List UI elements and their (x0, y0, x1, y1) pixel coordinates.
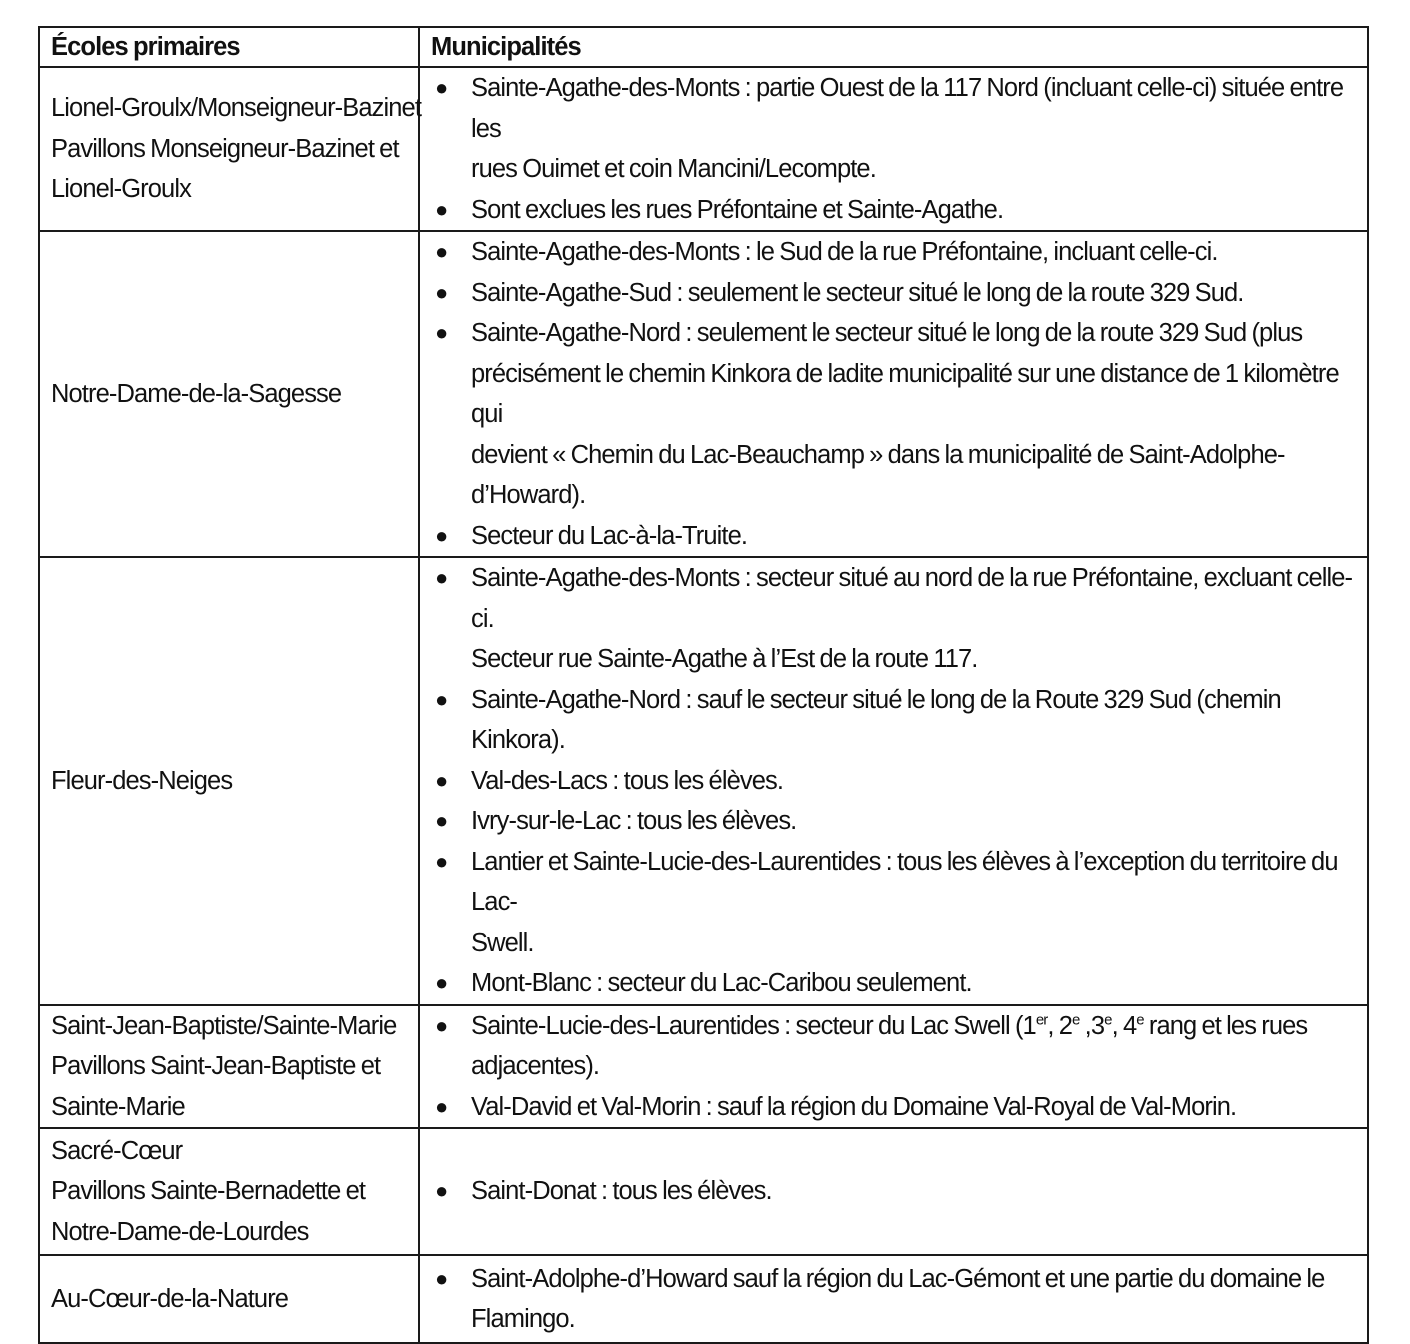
bullet-icon: ● (435, 686, 448, 712)
list-item (431, 963, 1367, 1004)
school-cell (39, 67, 422, 231)
list-item-text: Sont exclues les rues Préfontaine et Sainte-Agathe. (471, 195, 1004, 224)
bullet-icon: ● (435, 196, 448, 222)
school-name-line: Fleur-des-Neiges (51, 766, 233, 795)
municipality-list (431, 558, 1367, 1004)
list-item (431, 190, 1367, 231)
municipalities-cell (419, 1005, 1368, 1129)
list-item-text: Mont-Blanc : secteur du Lac-Caribou seulement. (471, 969, 972, 997)
bullet-icon: ● (435, 320, 448, 345)
school-cell (39, 1128, 419, 1255)
list-item-text: Val-David et Val-Morin : sauf la région du Domaine Val-Royal de Val-Morin. (471, 1092, 1237, 1121)
bullet-icon: ● (435, 808, 448, 833)
superscript: e (1136, 1011, 1144, 1028)
list-item-text: Sainte-Agathe-Nord : sauf le secteur situé le long de la Route 329 Sud (chemin Kinkora). (471, 685, 1281, 754)
school-cell (39, 1005, 419, 1129)
school-name-line: Saint-Jean-Baptiste/Sainte-Marie (51, 1011, 397, 1040)
school-name-line: Pavillons Saint-Jean-Baptiste et (51, 1052, 381, 1080)
list-item (431, 1087, 1367, 1128)
bullet-icon: ● (435, 970, 448, 995)
bullet-icon: ● (435, 1093, 448, 1119)
list-item (431, 516, 1367, 557)
school-cell (39, 557, 419, 1005)
list-item (431, 1259, 1367, 1340)
school-name-line: Au-Cœur-de-la-Nature (51, 1284, 289, 1313)
school-name-line: Pavillons Sainte-Bernadette et (51, 1177, 366, 1206)
table-row (39, 67, 1368, 231)
text-run: rang et les rues (1143, 1011, 1308, 1040)
header-schools: Écoles primaires (39, 27, 419, 67)
text-run: Sainte-Lucie-des-Laurentides : secteur du Lac Swell (1 (471, 1011, 1036, 1040)
list-item-text (471, 1006, 1353, 1047)
list-item (431, 761, 1367, 802)
text-run: , 4 (1111, 1011, 1137, 1040)
bullet-icon: ● (435, 1012, 448, 1038)
school-name-line: Sacré-Cœur (51, 1136, 183, 1165)
bullet-icon: ● (435, 565, 448, 590)
bullet-icon: ● (435, 279, 448, 305)
table-row (39, 1128, 1368, 1255)
school-name-line: Pavillons Monseigneur-Bazinet et (51, 134, 399, 163)
text-run: ,3 (1079, 1011, 1105, 1040)
school-cell (39, 231, 419, 557)
list-item-text: rues Ouimet et coin Mancini/Lecompte. (471, 155, 876, 183)
list-item-text: Ivry-sur-le-Lac : tous les élèves. (471, 807, 797, 835)
table-row (39, 231, 1368, 557)
header-municipalities: Municipalités (419, 27, 1368, 67)
bullet-icon: ● (435, 848, 448, 874)
list-item-text: devient « Chemin du Lac-Beauchamp » dans la municipalité de Saint-Adolphe-d’Howard). (471, 440, 1285, 509)
municipality-list (431, 1171, 1367, 1212)
schools-table (38, 26, 1369, 1344)
municipalities-cell (419, 67, 1368, 231)
bullet-icon: ● (435, 1178, 448, 1204)
list-item-text: Lantier et Sainte-Lucie-des-Laurentides : tous les élèves à l’exception du territoire du Lac- (471, 847, 1338, 916)
table-row (39, 1255, 1368, 1343)
list-item-text: adjacentes). (471, 1052, 600, 1080)
list-item-text: Secteur du Lac-à-la-Truite. (471, 521, 748, 550)
list-item-text: Sainte-Agathe-des-Monts : le Sud de la rue Préfontaine, incluant celle-ci. (471, 238, 1218, 266)
list-item-text: Flamingo. (471, 1305, 575, 1333)
list-item-text: Swell. (471, 928, 534, 957)
list-item (431, 313, 1367, 516)
list-item (431, 801, 1367, 842)
list-item (431, 1171, 1367, 1212)
bullet-icon: ● (435, 1265, 448, 1291)
table-row (39, 1005, 1368, 1129)
municipality-list (431, 68, 1367, 230)
school-name-line: Lionel-Groulx (51, 175, 191, 204)
text-run: , 2 (1047, 1011, 1073, 1040)
superscript: er (1035, 1011, 1048, 1028)
school-name-line: Sainte-Marie (51, 1092, 185, 1121)
list-item (431, 842, 1367, 964)
list-item-text: Val-des-Lacs : tous les élèves. (471, 766, 784, 795)
municipality-list (431, 1006, 1367, 1128)
school-name-line: Notre-Dame-de-la-Sagesse (51, 379, 342, 408)
municipalities-cell (419, 1255, 1368, 1343)
school-name-line: Lionel-Groulx/Monseigneur-Bazinet (51, 94, 422, 123)
list-item (431, 680, 1367, 761)
table-row (39, 557, 1368, 1005)
superscript: e (1072, 1011, 1080, 1028)
header-row (39, 27, 1368, 67)
list-item (431, 1006, 1367, 1087)
list-item-text: Saint-Donat : tous les élèves. (471, 1177, 772, 1206)
list-item-text: Sainte-Agathe-des-Monts : partie Ouest de la 117 Nord (incluant celle-ci) située entre les (471, 74, 1344, 143)
bullet-icon: ● (435, 767, 448, 793)
municipalities-cell (419, 557, 1368, 1005)
list-item-text: Sainte-Agathe-Nord : seulement le secteur situé le long de la route 329 Sud (plus (471, 319, 1303, 347)
list-item (431, 68, 1367, 190)
bullet-icon: ● (435, 522, 448, 548)
list-item (431, 232, 1367, 273)
municipality-list (431, 232, 1367, 556)
list-item (431, 558, 1367, 680)
municipality-list (431, 1259, 1367, 1340)
school-name-line: Notre-Dame-de-Lourdes (51, 1217, 309, 1246)
municipalities-cell (419, 231, 1368, 557)
bullet-icon: ● (435, 75, 448, 100)
list-item-text: Secteur rue Sainte-Agathe à l’Est de la route 117. (471, 645, 978, 673)
list-item (431, 273, 1367, 314)
list-item-text: Sainte-Agathe-des-Monts : secteur situé au nord de la rue Préfontaine, excluant celle-ci. (471, 564, 1353, 633)
bullet-icon: ● (435, 239, 448, 264)
list-item-text: Sainte-Agathe-Sud : seulement le secteur situé le long de la route 329 Sud. (471, 278, 1244, 307)
list-item-text: précisément le chemin Kinkora de ladite municipalité sur une distance de 1 kilomètre qui (471, 359, 1339, 428)
list-item-text: Saint-Adolphe-d’Howard sauf la région du Lac-Gémont et une partie du domaine le (471, 1264, 1325, 1293)
municipalities-cell (419, 1128, 1368, 1255)
superscript: e (1104, 1011, 1112, 1028)
school-cell (39, 1255, 419, 1343)
